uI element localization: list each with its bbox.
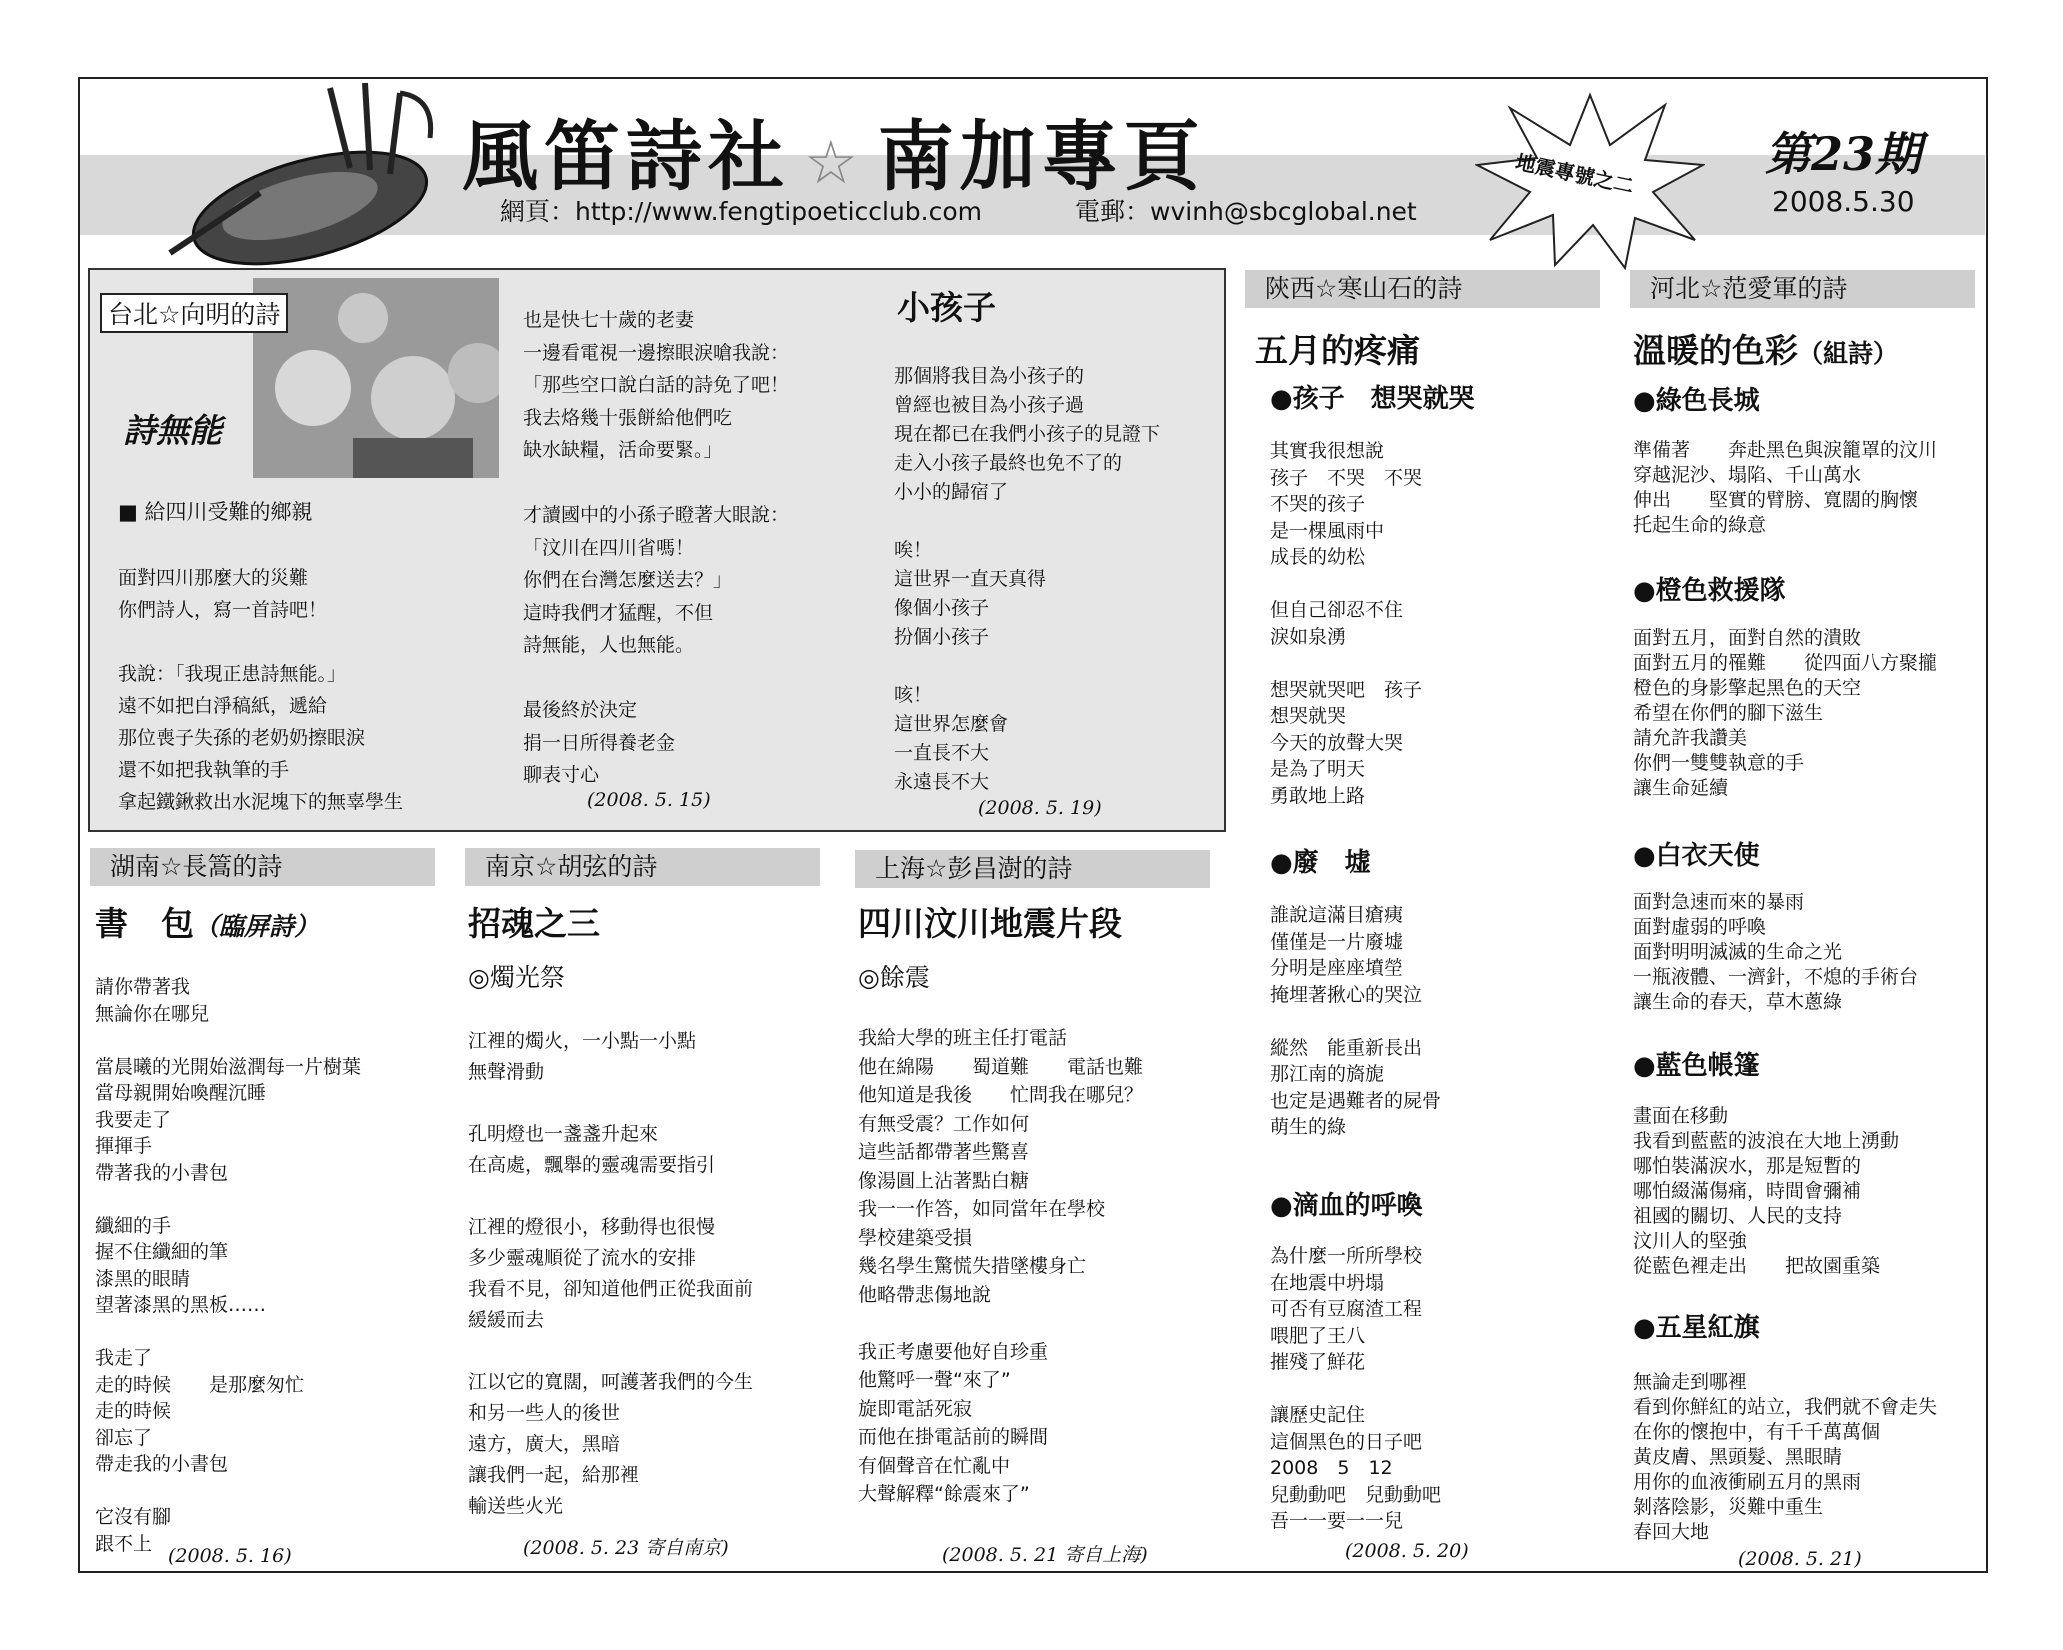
hunan-body: 請你帶著我 無論你在哪兒 當晨曦的光開始滋潤每一片樹葉 當母親開始喚醒沉睡 我要走了 揮揮手 帶著我的小書包 纖細的手 握不住纖細的筆 漆黑的眼睛 望著漆黑的黑板…… 我走了 走的時候 是那麼匆忙 走的時候 卻忘了 帶走我的小書包 它沒有腳 跟不上 (95, 976, 362, 1555)
hunan-date: (2008. 5. 16) (168, 1545, 292, 1567)
hebei-body1: 準備著 奔赴黑色與淚籠罩的汶川 穿越泥沙、塌陷、千山萬水 伸出 堅實的臂膀、寬闊的胸懷 托起生命的綠意 (1633, 439, 1938, 536)
shaanxi-date: (2008. 5. 20) (1345, 1540, 1469, 1562)
hebei-sub5: ●五星紅旗 (1633, 1313, 1760, 1343)
taipei-date1: (2008. 5. 15) (587, 789, 711, 811)
nanjing-body: 江裡的燭火，一小點一小點 無聲滑動 孔明燈也一盞盞升起來 在高處，飄舉的靈魂需要指引 江裡的燈很小，移動得也很慢 多少靈魂順從了流水的安排 我看不見，卻知道他們正從我面前 緩緩而去 江以它的寬闊，呵護著我們的今生 和另一些人的後世 遠方，廣大，黑暗 讓我們一起，給那裡 輸送些火光 (468, 1030, 754, 1517)
hebei-body3: 面對急速而來的暴雨 面對虛弱的呼喚 面對明明滅滅的生命之光 一瓶液體、一濟針，不熄的手術台 讓生命的春天，草木蔥綠 (1633, 891, 1919, 1013)
hebei-sub3: ●白衣天使 (1633, 841, 1760, 871)
shaanxi-body1: 其實我很想說 孩子 不哭 不哭 不哭的孩子 是一棵風雨中 成長的幼松 但自己卻忍不住 淚如泉湧 想哭就哭吧 孩子 想哭就哭 今天的放聲大哭 是為了明天 勇敢地上路 (1270, 440, 1423, 807)
shanghai-date: (2008. 5. 21 寄自上海) (942, 1544, 1148, 1566)
hebei-title-text: 溫暖的色彩 (1633, 331, 1798, 370)
nanjing-label: 南京☆胡弦的詩 (465, 848, 820, 886)
shanghai-author: ◎餘震 (858, 963, 930, 992)
bagpipe-logo-icon (150, 78, 450, 268)
hebei-title-note: （組詩） (1798, 339, 1899, 368)
hebei-sub4: ●藍色帳篷 (1633, 1051, 1760, 1081)
poem-title-color (1633, 325, 1898, 372)
taipei-poem2: 那個將我目為小孩子的 曾經也被目為小孩子過 現在都已在我們小孩子的見證下 走入小孩子最終也免不了的 小小的歸宿了 唉！ 這世界一直天真得 像個小孩子 扮個小孩子 咳！ 這世界怎麼會 一直長不大 永遠長不大 (894, 365, 1161, 793)
taipei-label: 台北☆向明的詩 (100, 293, 288, 333)
hunan-label: 湖南☆長篙的詩 (90, 848, 435, 886)
taipei-poem1-part2: 也是快七十歲的老妻 一邊看電視一邊擦眼淚嗆我說： 「那些空口說白話的詩免了吧！ 我去烙幾十張餅給他們吃 缺水缺糧，活命要緊。」 才讀國中的小孫子瞪著大眼說： 「汶川在四川省嗎！ 你們在台灣怎麼送去？」 這時我們才猛醒，不但 詩無能，人也無能。 最後終於決定 捐一日所得養老金 聊表寸心 (523, 309, 790, 786)
issue-date: 2008.5.30 (1772, 185, 1915, 218)
hunan-title-text: 書 包 (95, 904, 194, 943)
hebei-body2: 面對五月，面對自然的潰敗 面對五月的罹難 從四面八方聚攏 橙色的身影擎起黑色的天空 希望在你們的腳下滋生 請允許我讚美 你們一雙雙執意的手 讓生命延續 (1633, 627, 1938, 799)
hebei-body4: 畫面在移動 我看到藍藍的波浪在大地上湧動 哪怕裝滿淚水，那是短暫的 哪怕綴滿傷痛，時間會彌補 祖國的關切、人民的支持 汶川人的堅強 從藍色裡走出 把故園重築 (1633, 1105, 1900, 1277)
shanghai-body: 我給大學的班主任打電話 他在綿陽 蜀道難 電話也難 他知道是我後 忙問我在哪兒？ 有無受震？工作如何 這些話都帶著些驚喜 像湯圓上沾著點白糖 我一一作答，如同當年在學校 學校建築受損 幾名學生驚慌失措墜樓身亡 他略帶悲傷地說 我正考慮要他好自珍重 他驚呼一聲“來了” 旋即電話死寂 而他在掛電話前的瞬間 有個聲音在忙亂中 大聲解釋“餘震來了” (858, 1027, 1144, 1505)
poem-title-zhaohun: 招魂之三 (468, 904, 600, 943)
page-name: 南加專頁 (877, 112, 1206, 201)
poem-title-shiwuneng: 詩無能 (123, 411, 222, 450)
shaanxi-sub3: ●滴血的呼喚 (1270, 1191, 1423, 1221)
taipei-subtitle: ■ 給四川受難的鄉親 (118, 500, 313, 524)
poem-title-xiaohaizi: 小孩子 (897, 288, 996, 327)
email: 電郵：wvinh@sbcglobal.net (1075, 197, 1417, 226)
shaanxi-sub1: ●孩子 想哭就哭 (1270, 384, 1475, 414)
taipei-date2: (2008. 5. 19) (978, 797, 1102, 819)
star-icon: ☆ (804, 128, 864, 198)
hunan-title-note: （臨屏詩） (194, 912, 320, 941)
nanjing-date: (2008. 5. 23 寄自南京) (523, 1537, 729, 1559)
hebei-sub2: ●橙色救援隊 (1633, 576, 1786, 606)
shanghai-label: 上海☆彭昌澍的詩 (855, 850, 1210, 888)
hebei-date: (2008. 5. 21) (1738, 1548, 1862, 1570)
poem-title-wenchuan: 四川汶川地震片段 (858, 904, 1122, 943)
nanjing-author: ◎燭光祭 (468, 963, 565, 992)
shaanxi-label: 陝西☆寒山石的詩 (1245, 270, 1600, 308)
children-photo (253, 278, 499, 478)
hebei-body5: 無論走到哪裡 看到你鮮紅的站立，我們就不會走失 在你的懷抱中，有千千萬萬個 黃皮膚、黑頭髮、黑眼睛 用你的血液衝刷五月的黑雨 剝落陰影，災難中重生 春回大地 (1633, 1371, 1938, 1543)
poem-title-shubao (95, 898, 319, 945)
shaanxi-body3: 為什麼一所所學校 在地震中坍塌 可否有豆腐渣工程 喂肥了王八 摧殘了鮮花 讓歷史記住 這個黑色的日子吧 2008 5 12 兒動動吧 兒動動吧 吾一一要一一兒 (1270, 1245, 1442, 1532)
taipei-poem1-part1: 面對四川那麼大的災難 你們詩人，寫一首詩吧！ 我說：「我現正患詩無能。」 遠不如把白淨稿紙，遞給 那位喪子失孫的老奶奶擦眼淚 還不如把我執筆的手 拿起鐵鍬救出水泥塊下的無辜學生 (118, 567, 404, 813)
issue-number: 第23期 (1765, 127, 1922, 181)
club-name: 風笛詩社 (462, 112, 790, 201)
shaanxi-sub2: ●廢 墟 (1270, 848, 1371, 878)
website: 網頁：http://www.fengtipoeticclub.com (500, 197, 983, 226)
masthead-title (462, 96, 1206, 205)
hebei-sub1: ●綠色長城 (1633, 386, 1760, 416)
shaanxi-body2: 誰說這滿目瘡痍 僅僅是一片廢墟 分明是座座墳塋 掩埋著揪心的哭泣 縱然 能重新長出 那江南的旖旎 也定是遇難者的屍骨 萌生的綠 (1270, 904, 1442, 1138)
special-issue-label: 地震專號之二 (1513, 149, 1636, 199)
poem-title-wuyue: 五月的疼痛 (1255, 331, 1420, 370)
hebei-label: 河北☆范愛軍的詩 (1630, 270, 1975, 308)
